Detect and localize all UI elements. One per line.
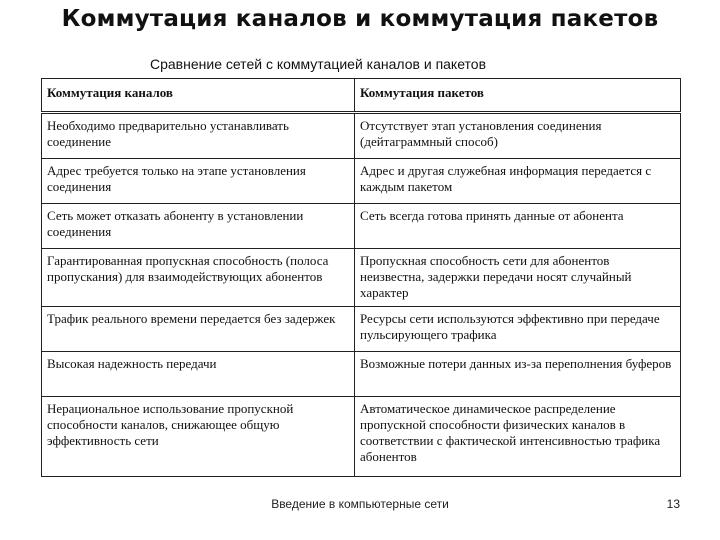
table-cell-circuit: Нерациональное использование пропускной способности каналов, снижающее общую эффективность сети [42, 397, 355, 477]
table-cell-packet: Отсутствует этап установления соединения (дейтаграммный способ) [355, 113, 681, 159]
table-row [42, 249, 681, 307]
table-row [42, 113, 681, 159]
table-cell-circuit: Гарантированная пропускная способность (полоса пропускания) для взаимодействующих абонентов [42, 249, 355, 307]
table-cell-packet: Адрес и другая служебная информация передается с каждым пакетом [355, 159, 681, 204]
table-header-row [42, 79, 681, 113]
table-cell-circuit: Необходимо предварительно устанавливать соединение [42, 113, 355, 159]
table-cell-packet: Сеть всегда готова принять данные от абонента [355, 204, 681, 249]
page-number: 13 [666, 497, 680, 511]
comparison-table [41, 78, 681, 477]
table-cell-packet: Возможные потери данных из-за переполнения буферов [355, 352, 681, 397]
table-cell-circuit: Адрес требуется только на этапе установления соединения [42, 159, 355, 204]
table-cell-packet: Пропускная способность сети для абонентов неизвестна, задержки передачи носят случайный характер [355, 249, 681, 307]
table-cell-circuit: Трафик реального времени передается без задержек [42, 307, 355, 352]
table-row [42, 307, 681, 352]
table-cell-circuit: Высокая надежность передачи [42, 352, 355, 397]
table-cell-circuit: Сеть может отказать абоненту в установлении соединения [42, 204, 355, 249]
table-row [42, 352, 681, 397]
table-row [42, 397, 681, 477]
table-row [42, 159, 681, 204]
header-circuit-switching: Коммутация каналов [42, 79, 355, 113]
table-cell-packet: Ресурсы сети используются эффективно при передаче пульсирующего трафика [355, 307, 681, 352]
table-caption: Сравнение сетей с коммутацией каналов и пакетов [150, 56, 487, 72]
table-cell-packet: Автоматическое динамическое распределение пропускной способности физических каналов в соответствии с фактической интенсивностью трафика абонентов [355, 397, 681, 477]
slide-title: Коммутация каналов и коммутация пакетов [61, 6, 659, 32]
footer-course-title: Введение в компьютерные сети [271, 497, 449, 511]
table-row [42, 204, 681, 249]
header-packet-switching: Коммутация пакетов [355, 79, 681, 113]
